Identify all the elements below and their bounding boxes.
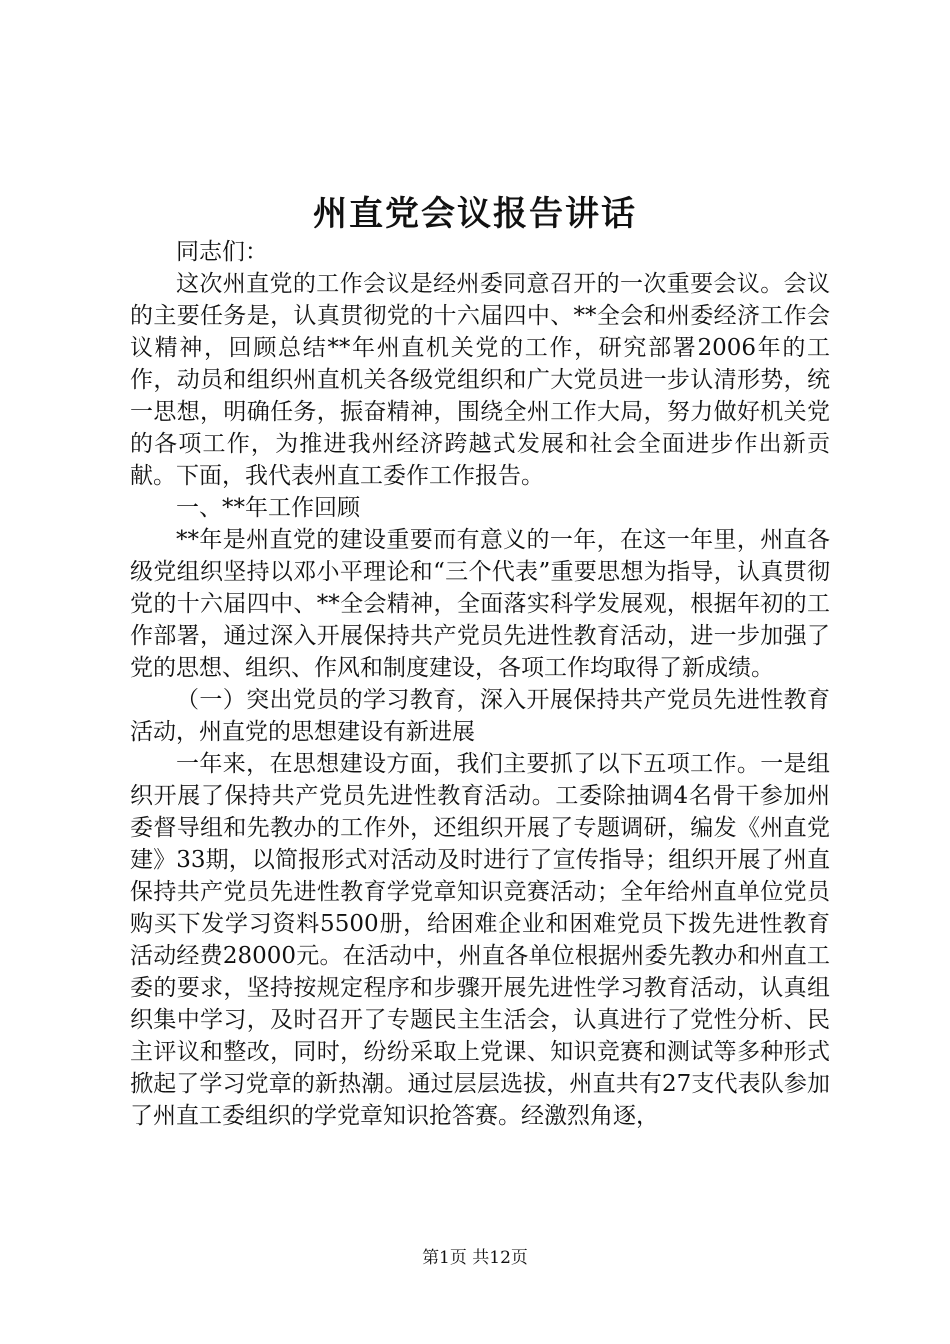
subsection-body-paragraph: 一年来，在思想建设方面，我们主要抓了以下五项工作。一是组织开展了保持共产党员先进性教育活动。工委除抽调4名骨干参加州委督导组和先教办的工作外，还组织开展了专题调研，编发《州直党建》33期，以简报形式对活动及时进行了宣传指导；组织开展了州直保持共产党员先进性教育学党章知识竞赛活动；全年给州直单位党员购买下发学习资料5500册，给困难企业和困难党员下拨先进性教育活动经费28000元。在活动中，州直各单位根据州委先教办和州直工委的要求，坚持按规定程序和步骤开展先进性学习教育活动，认真组织集中学习，及时召开了专题民主生活会，认真进行了党性分析、民主评议和整改，同时，纷纷采取上党课、知识竞赛和测试等多种形式掀起了学习党章的新热潮。通过层层选拔，州直共有27支代表队参加了州直工委组织的学党章知识抢答赛。经激烈角逐， [130, 751, 830, 1129]
document-body [130, 236, 830, 1132]
page-number-footer: 第1页 共12页 [422, 1248, 528, 1268]
section-heading-review: 一、**年工作回顾 [176, 495, 360, 521]
review-summary-paragraph: **年是州直党的建设重要而有意义的一年，在这一年里，州直各级党组织坚持以邓小平理论和“三个代表”重要思想为指导，认真贯彻党的十六届四中、**全会精神，全面落实科学发展观，根据年初的工作部署，通过深入开展保持共产党员先进性教育活动，进一步加强了党的思想、组织、作风和制度建设，各项工作均取得了新成绩。 [130, 527, 830, 681]
salutation-paragraph: 同志们： [176, 239, 268, 265]
document-title: 州直党会议报告讲话 [313, 194, 637, 234]
subsection-heading-1: （一）突出党员的学习教育，深入开展保持共产党员先进性教育活动，州直党的思想建设有新进展 [130, 687, 830, 745]
intro-paragraph: 这次州直党的工作会议是经州委同意召开的一次重要会议。会议的主要任务是，认真贯彻党的十六届四中、**全会和州委经济工作会议精神，回顾总结**年州直机关党的工作，研究部署2006年的工作，动员和组织州直机关各级党组织和广大党员进一步认清形势，统一思想，明确任务，振奋精神，围绕全州工作大局，努力做好机关党的各项工作，为推进我州经济跨越式发展和社会全面进步作出新贡献。下面，我代表州直工委作工作报告。 [130, 271, 830, 489]
